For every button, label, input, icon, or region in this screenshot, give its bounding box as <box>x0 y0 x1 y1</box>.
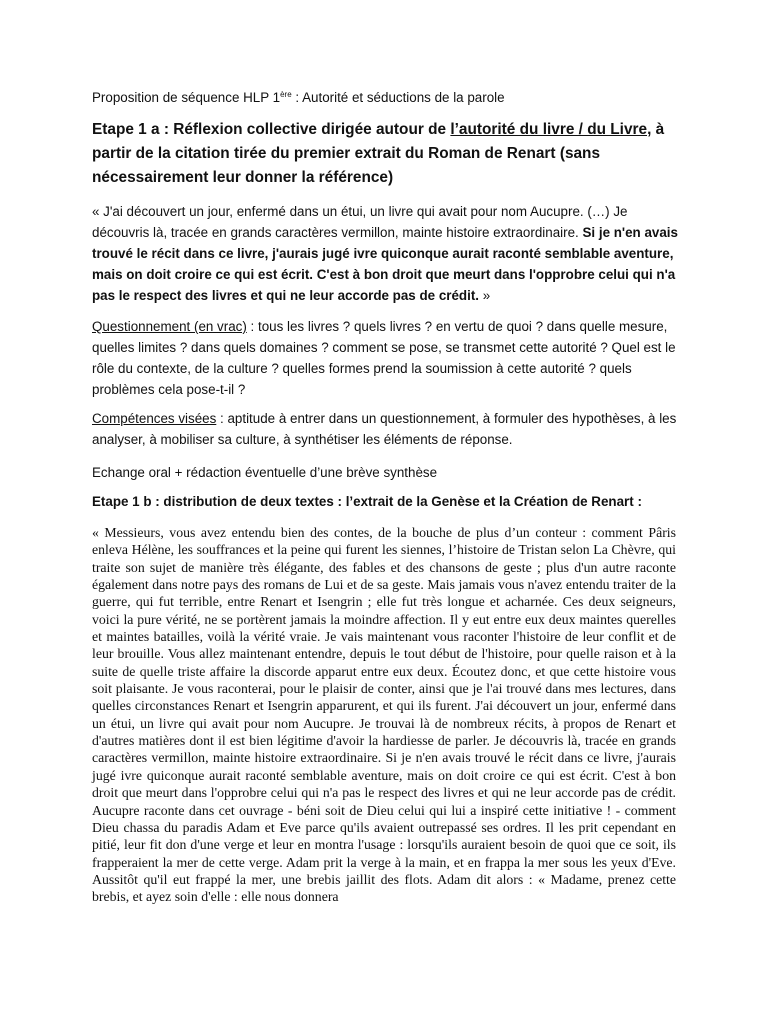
citation-close: » <box>479 288 491 303</box>
etape-1b-heading: Etape 1 b : distribution de deux textes : l’extrait de la Genèse et la Création de Renart : <box>92 494 642 509</box>
competences-text: : aptitude à entrer dans un questionnement, à formuler des hypothèses, à les analyser, à mobiliser sa culture, à synthétiser les éléments de réponse. <box>92 411 677 447</box>
header-superscript: ère <box>280 90 292 99</box>
competences-label: Compétences visées <box>92 411 217 426</box>
citation-bold-text: Si je n'en avais trouvé le récit dans ce livre, j'aurais jugé ivre quiconque aurait raconté semblable aventure, mais on doit croire ce qui est écrit. C'est à bon droit que meurt dans l'opprobre celui qui n'a pas le respect des livres et qui ne leur accorde pas de crédit. <box>92 225 678 303</box>
etape-1a-title-end: à partir de la citation tirée du premier extrait du Roman de Renart (sans nécessairement leur donner la référence) <box>92 121 665 186</box>
citation-paragraph <box>92 201 684 306</box>
etape-1a-title-start: Etape 1 a : Réflexion collective dirigée autour de <box>92 121 451 138</box>
competences-paragraph <box>92 408 684 450</box>
header-suffix: : Autorité et séductions de la parole <box>291 90 505 105</box>
etape-1a-heading <box>92 118 682 190</box>
document-header <box>92 86 692 106</box>
questionnement-text: : tous les livres ? quels livres ? en vertu de quoi ? dans quelle mesure, quelles limites ? dans quels domaines ? comment se pose, se transmet cette autorité ? Quel est le rôle du contexte, de la culture ? quelles formes prend la soumission à cette autorité ? quels problèmes cela pose-t-il ? <box>92 319 676 397</box>
questionnement-paragraph <box>92 316 684 400</box>
citation-normal-text: « J'ai découvert un jour, enfermé dans un étui, un livre qui avait pour nom Aucupre. (…) Je découvris là, tracée en grands caractères vermillon, mainte histoire extraordinaire. <box>92 204 628 240</box>
echange-paragraph: Echange oral + rédaction éventuelle d’une brève synthèse <box>92 465 438 480</box>
etape-1a-title-underlined: l’autorité du livre / du Livre, <box>450 121 652 138</box>
renart-extract: « Messieurs, vous avez entendu bien des contes, de la bouche de plus d’un conteur : comment Pâris enleva Hélène, les souffrances et la peine qui furent les siennes, l’histoire de Tristan selon La Chèvre, qui traite son sujet de manière très élégante, des fables et des chansons de geste ; plus d'un autre raconte également dans notre pays des romans de Lui et de sa geste. Mais jamais vous n'avez entendu traiter de la guerre, qui fut terrible, entre Renart et Isengrin ; elle fut très longue et acharnée. Ces deux seigneurs, voici la pure vérité, ne se portèrent jamais la moindre affection. Il y eut entre eux deux maintes querelles et maintes batailles, voilà la vérité vraie. Je vais maintenant vous raconter l'histoire de leur conflit et de leur brouille. Vous allez maintenant entendre, depuis le tout début de l'histoire, pour quelle raison et à la suite de quelle triste affaire la discorde apparut entre eux deux. Écoutez donc, et que cette histoire vous soit plaisante. Je vous raconterai, pour le plaisir de conter, ainsi que je l'ai trouvé dans mes lectures, dans quelles circonstances Renart et Isengrin apparurent, et qui ils furent. J'ai découvert un jour, enfermé dans un étui, un livre qui avait pour nom Aucupre. Je trouvai là de nombreux récits, à propos de Renart et d'autres matières dont il est bien légitime d'avoir la hardiesse de parler. Je découvris là, tracée en grands caractères vermillon, mainte histoire extraordinaire. Si je n'en avais trouvé le récit dans ce livre, j'aurais jugé ivre quiconque aurait raconté semblable aventure, mais on doit croire ce qui est écrit. C'est à bon droit que meurt dans l'opprobre celui qui n'a pas le respect des livres et qui ne leur accorde pas de crédit. Aucupre raconte dans cet ouvrage - béni soit de Dieu celui qui lui a inspiré cette initiative ! - comment Dieu chassa du paradis Adam et Eve parce qu'ils avaient outrepassé ses ordres. Il les prit cependant en pitié, leur fit don d'une verge et leur en montra l'usage : lorsqu'ils auraient besoin de quoi que ce soit, ils frapperaient la mer de cette verge. Adam prit la verge à la main, et en frappa la mer sous les yeux d'Eve. Aussitôt qu'il eut frappé la mer, une brebis jaillit des flots. Adam dit alors : « Madame, prenez cette brebis, et ayez soin d'elle : elle nous donnera <box>92 525 676 905</box>
header-prefix: Proposition de séquence HLP 1 <box>92 90 281 105</box>
questionnement-label: Questionnement (en vrac) <box>92 319 247 334</box>
